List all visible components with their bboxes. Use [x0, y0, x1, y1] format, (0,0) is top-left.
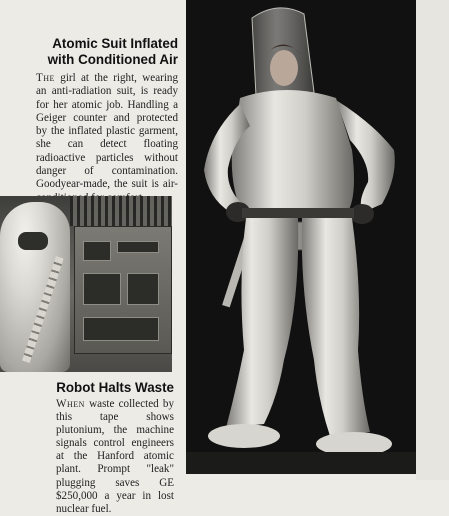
lead-caps: The	[36, 72, 55, 84]
photo-suit-figure	[186, 0, 416, 474]
article-headline-atomic-suit: Atomic Suit Inflated with Conditioned Air	[47, 36, 178, 67]
article-body-text: girl at the right, wearing an anti-radiation suit, is ready for her atomic job. Handling a Geiger counter and protected by the inflated plastic garment, she can detect floating radioactive particles without danger of contamination. Goodyear-made, the suit is air-	[36, 72, 178, 191]
photo-cables	[70, 196, 172, 226]
photo-hanford-robot	[0, 196, 172, 372]
article-body-robot	[56, 398, 174, 516]
article-body-atomic-suit	[36, 72, 178, 205]
photo-control-panel	[74, 226, 172, 354]
article-body-text: waste collected by this tape shows plutonium, the machine signals control engineers at the Hanford atomic plant. Prompt "leak" plugging saves GE $250,000 a year in lost nuclear fuel.	[56, 398, 174, 515]
article-headline-robot: Robot Halts Waste	[56, 380, 174, 395]
photo-inflated-atomic-suit	[186, 0, 416, 474]
page-margin	[416, 0, 449, 480]
photo-respirator-mask	[18, 232, 48, 250]
lead-caps: When	[56, 398, 85, 410]
